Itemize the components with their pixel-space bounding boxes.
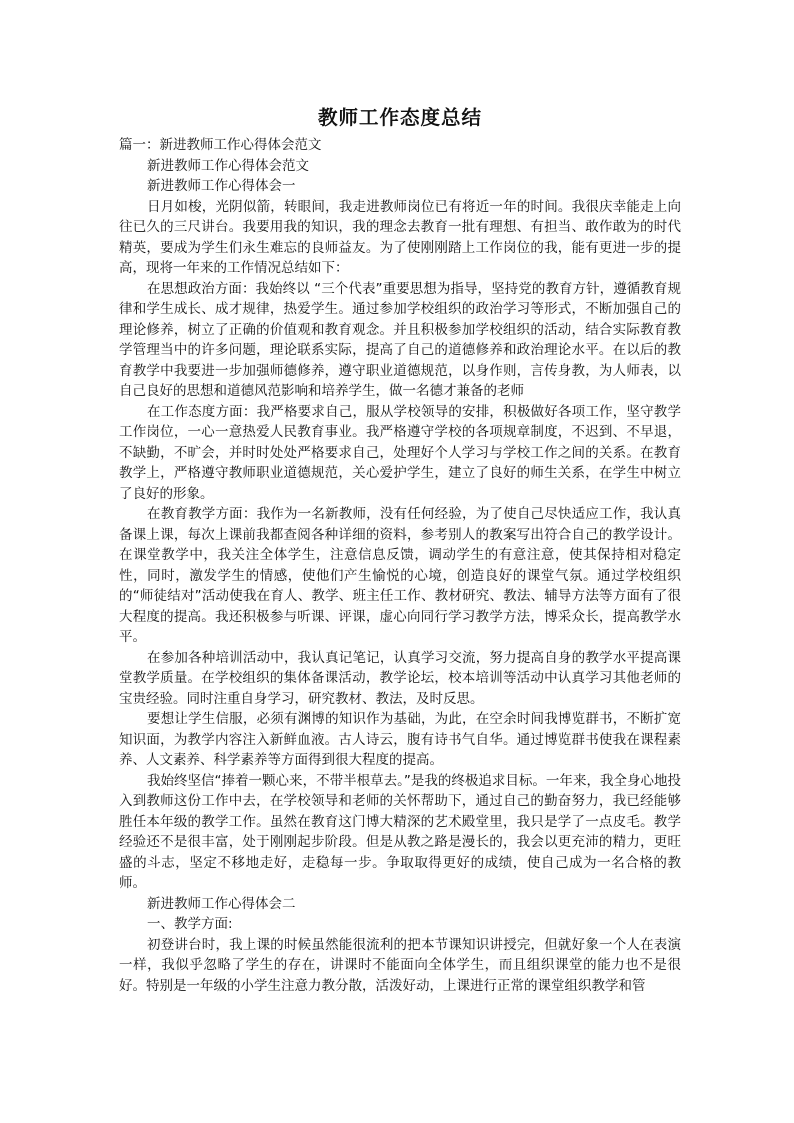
chapter-heading: 篇一：新进教师工作心得体会范文 [119,137,322,153]
paragraph: 我始终坚信“捧着一颗心来，不带半根草去。”是我的终极追求目标。一年来，我全身心地投入到教师这份工作中去，在学校领导和老师的关怀帮助下，通过自己的勤奋努力，我已经能够胜任本年级的教学工作。虽然在教育这门博大精深的艺术殿堂里，我只是学了一点皮毛。教学经验还不是很丰富，处于刚刚起步阶段。但是从教之路是漫长的，我会以更充沛的精力，更旺盛的斗志，坚定不移地走好，走稳每一步。争取取得更好的成绩，使自己成为一名合格的教师。 [119,772,681,891]
paragraph: 在参加各种培训活动中，我认真记笔记，认真学习交流，努力提高自身的教学水平提高课堂教学质量。在学校组织的集体备课活动，教学论坛，校本培训等活动中认真学习其他老师的宝贵经验。同时注重自身学习，研究教材、教法，及时反思。 [119,649,681,707]
paragraph: 在工作态度方面：我严格要求自己，服从学校领导的安排，积极做好各项工作，坚守教学工作岗位，一心一意热爱人民教育事业。我严格遵守学校的各项规章制度，不迟到、不早退，不缺勤，不旷会，并时时处处严格要求自己，处理好个人学习与学校工作之间的关系。在教育教学上，严格遵守教师职业道德规范，关心爱护学生，建立了良好的师生关系，在学生中树立了良好的形象。 [119,403,681,502]
subheading: 新进教师工作心得体会范文 [147,157,309,174]
paragraph: 要想让学生信服，必须有渊博的知识作为基础，为此，在空余时间我博览群书，不断扩宽知识面，为教学内容注入新鲜血液。古人诗云，腹有诗书气自华。通过博览群书使我在课程素养、人文素养、科学素养等方面得到很大程度的提高。 [119,711,681,768]
document-title: 教师工作态度总结 [317,106,482,129]
subheading: 新进教师工作心得体会二 [147,895,296,912]
paragraph: 初登讲台时，我上课的时候虽然能很流利的把本节课知识讲授完，但就好象一个人在表演一样，我似乎忽略了学生的存在，讲课时不能面向全体学生，而且组织课堂的能力也不是很好。特别是一年级的小学生注意力教分散，活泼好动，上课进行正常的课堂组织教学和管 [119,936,681,994]
paragraph: 日月如梭，光阴似箭，转眼间，我走进教师岗位已有将近一年的时间。我很庆幸能走上向往已久的三尺讲台。我要用我的知识，我的理念去教育一批有理想、有担当、敢作敢为的时代精英，要成为学生们永生难忘的良师益友。为了使刚刚踏上工作岗位的我，能有更进一步的提高，现将一年来的工作情况总结如下： [119,198,681,276]
paragraph: 在思想政治方面：我始终以 “三个代表”重要思想为指导，坚持党的教育方针，遵循教育规律和学生成长、成才规律，热爱学生。通过参加学校组织的政治学习等形式，不断加强自己的理论修养，树立了正确的价值观和教育观念。并且积极参加学校组织的活动，结合实际教育教学管理当中的许多问题，理论联系实际，提高了自己的道德修养和政治理论水平。在以后的教育教学中我要进一步加强师德修养，遵守职业道德规范，以身作则，言传身教，为人师表，以自己良好的思想和道德风范影响和培养学生，做一名德才兼备的老师 [119,280,681,399]
section-heading: 一、教学方面: [147,916,233,932]
subheading: 新进教师工作心得体会一 [147,178,296,194]
document-page [119,104,681,996]
paragraph: 在教育教学方面：我作为一名新教师，没有任何经验，为了使自己尽快适应工作，我认真备课上课，每次上课前我都查阅各种详细的资料，参考别人的教案写出符合自己的教学设计。在课堂教学中，我关注全体学生，注意信息反馈，调动学生的有意注意，使其保持相对稳定性，同时，激发学生的情感，使他们产生愉悦的心境，创造良好的课堂气氛。通过学校组织的“师徒结对”活动使我在育人、教学、班主任工作、教材研究、教法、辅导方法等方面有了很大程度的提高。我还积极参与听课、评课，虚心向同行学习教学方法，博采众长，提高教学水平。 [119,506,681,645]
